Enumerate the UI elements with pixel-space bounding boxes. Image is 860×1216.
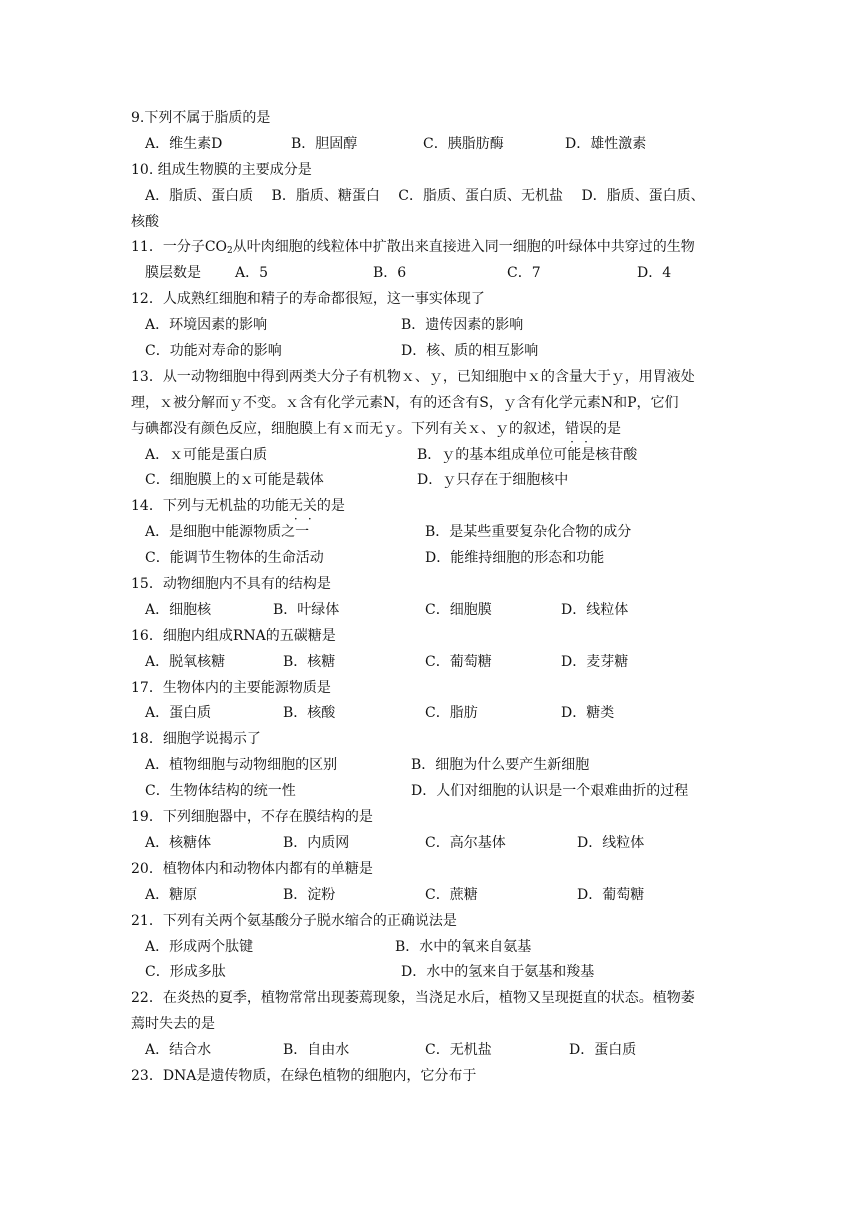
emphasis-char: 无 — [288, 498, 303, 515]
option-d: D．糖类 — [561, 705, 615, 722]
options-row — [131, 546, 741, 572]
question-20 — [131, 857, 741, 883]
option-d: D．雄性激素 — [565, 135, 647, 152]
options-row — [131, 468, 741, 494]
option-d: D．能维持细胞的形态和功能 — [425, 550, 605, 567]
question-21 — [131, 909, 741, 935]
question-10 — [131, 158, 741, 184]
question-text: 20．植物体内和动物体内都有的单糖是 — [131, 860, 373, 877]
option-a: A．蛋白质 — [145, 705, 212, 722]
question-text: 的是 — [316, 498, 345, 515]
question-15 — [131, 572, 741, 598]
option-c: C．能调节生物体的生命活动 — [145, 550, 324, 567]
option-c: C．脂肪 — [425, 705, 478, 722]
question-13-line2 — [131, 391, 741, 417]
option-c: C．细胞膜上的ｘ可能是载体 — [145, 472, 324, 489]
option-b: B．是某些重要复杂化合物的成分 — [425, 524, 632, 541]
question-text: 19．下列细胞器中，不存在膜结构的是 — [131, 809, 373, 826]
option-a: A．是细胞中能源物质之一 — [145, 524, 310, 541]
option-a: A．植物细胞与动物细胞的区别 — [145, 757, 338, 774]
option-d: D．蛋白质 — [569, 1042, 637, 1059]
option-a: A．糖原 — [145, 886, 198, 903]
question-text: 21．下列有关两个氨基酸分子脱水缩合的正确说法是 — [131, 912, 457, 929]
option-c: C．无机盐 — [425, 1042, 492, 1059]
option-c: C．形成多肽 — [145, 964, 226, 981]
options-row — [131, 132, 741, 158]
option-d: D．核、质的相互影响 — [401, 343, 539, 360]
question-12 — [131, 287, 741, 313]
options-continuation — [131, 210, 741, 236]
option-b: B．核酸 — [283, 705, 336, 722]
question-text: 23．DNA是遗传物质，在绿色植物的细胞内，它分布于 — [131, 1067, 477, 1084]
option-d: D．ｙ只存在于细胞核中 — [417, 472, 569, 489]
option-b: B．ｙ的基本组成单位可能是核苷酸 — [417, 446, 638, 463]
option-c: C．蔗糖 — [425, 886, 478, 903]
option-d: D．水中的氢来自于氨基和羧基 — [401, 964, 595, 981]
option-d: D．葡萄糖 — [577, 886, 645, 903]
question-22 — [131, 986, 741, 1012]
options-row — [131, 598, 741, 624]
question-text: 16．细胞内组成RNA的五碳糖是 — [131, 627, 336, 644]
options-text: A．脂质、蛋白质 B．脂质、糖蛋白 C．脂质、蛋白质、无机盐 D．脂质、蛋白质、 — [145, 187, 705, 204]
question-text: 18．细胞学说揭示了 — [131, 731, 261, 748]
options-row — [131, 650, 741, 676]
option-b: B．遗传因素的影响 — [401, 317, 524, 334]
question-text: 蔫时失去的是 — [131, 1016, 215, 1033]
emphasis-char: 错 — [565, 420, 579, 437]
question-text: 14．下列与无机盐的功能 — [131, 498, 289, 515]
options-row — [131, 184, 741, 210]
question-18 — [131, 727, 741, 753]
option-b: B．6 — [373, 265, 407, 282]
options-row — [131, 935, 741, 961]
option-c: C．葡萄糖 — [425, 653, 492, 670]
option-c: C．生物体结构的统一性 — [145, 783, 296, 800]
question-13 — [131, 365, 741, 391]
option-d: D．4 — [637, 265, 672, 282]
option-b: B．自由水 — [283, 1042, 350, 1059]
option-d: D．人们对细胞的认识是一个艰难曲折的过程 — [411, 783, 689, 800]
option-c: C．功能对寿命的影响 — [145, 343, 282, 360]
question-text: 12．人成熟红细胞和精子的寿命都很短，这一事实体现了 — [131, 291, 485, 308]
option-a: A．维生素D — [145, 135, 223, 152]
question-14 — [131, 494, 741, 520]
question-text: 17．生物体内的主要能源物质是 — [131, 679, 331, 696]
question-text: 理，ｘ被分解而ｙ不变。ｘ含有化学元素N，有的还含有S，ｙ含有化学元素N和P，它们 — [131, 394, 679, 411]
question-text-post: 从叶肉细胞的线粒体中扩散出来直接进入同一细胞的叶绿体中共穿过的生物 — [232, 239, 695, 256]
option-a: A．环境因素的影响 — [145, 317, 268, 334]
option-a: A．核糖体 — [145, 834, 212, 851]
question-text: 的是 — [593, 420, 621, 437]
option-b: B．核糖 — [283, 653, 336, 670]
option-b: B．水中的氧来自氨基 — [395, 938, 532, 955]
continuation-text: 核酸 — [131, 213, 159, 230]
options-row — [131, 339, 741, 365]
options-row — [131, 753, 741, 779]
question-text: 22．在炎热的夏季，植物常常出现萎蔫现象，当浇足水后，植物又呈现挺直的状态。植物萎 — [131, 990, 695, 1007]
emphasis-char: 关 — [302, 498, 317, 515]
option-b: B．叶绿体 — [273, 601, 340, 618]
emphasis-char: 误 — [579, 420, 593, 437]
question-13-line3 — [131, 417, 741, 443]
options-row — [131, 443, 741, 469]
question-17 — [131, 676, 741, 702]
question-continuation: 膜层数是 — [145, 265, 201, 282]
options-row — [131, 313, 741, 339]
question-22-line2 — [131, 1012, 741, 1038]
option-d: D．麦芽糖 — [561, 653, 629, 670]
question-16 — [131, 624, 741, 650]
option-b: B．胆固醇 — [291, 135, 358, 152]
option-b: B．淀粉 — [283, 886, 336, 903]
question-11 — [131, 235, 741, 261]
options-row — [131, 779, 741, 805]
options-row — [131, 701, 741, 727]
options-row — [131, 261, 741, 287]
option-b: B．内质网 — [283, 834, 350, 851]
option-a: A．5 — [235, 265, 269, 282]
option-b: B．细胞为什么要产生新细胞 — [411, 757, 590, 774]
question-text: 与碘都没有颜色反应，细胞膜上有ｘ而无ｙ。下列有关ｘ、ｙ的叙述， — [131, 420, 565, 437]
options-row — [131, 883, 741, 909]
option-a: A．细胞核 — [145, 601, 212, 618]
option-a: A．形成两个肽键 — [145, 938, 254, 955]
option-c: C．高尔基体 — [425, 834, 506, 851]
options-row — [131, 520, 741, 546]
option-c: C．细胞膜 — [425, 601, 492, 618]
question-9 — [131, 106, 741, 132]
question-text-pre: 11．一分子CO — [131, 239, 228, 256]
question-text: 13．从一动物细胞中得到两类大分子有机物ｘ、ｙ，已知细胞中ｘ的含量大于ｙ，用胃液处 — [131, 368, 695, 385]
options-row — [131, 831, 741, 857]
option-d: D．线粒体 — [561, 601, 629, 618]
option-a: A．结合水 — [145, 1042, 212, 1059]
subscript: 2 — [227, 246, 233, 257]
question-text: 10. 组成生物膜的主要成分是 — [131, 161, 312, 178]
question-text: 9.下列不属于脂质的是 — [131, 110, 271, 126]
option-a: A．脱氧核糖 — [145, 653, 226, 670]
options-row — [131, 960, 741, 986]
question-text: 15．动物细胞内不具有的结构是 — [131, 576, 331, 593]
option-c: C．7 — [507, 265, 541, 282]
option-d: D．线粒体 — [577, 834, 645, 851]
option-a: A．ｘ可能是蛋白质 — [145, 446, 268, 463]
question-19 — [131, 805, 741, 831]
options-row — [131, 1038, 741, 1064]
question-23 — [131, 1064, 741, 1090]
question-sheet — [131, 106, 741, 1090]
option-c: C．胰脂肪酶 — [423, 135, 504, 152]
